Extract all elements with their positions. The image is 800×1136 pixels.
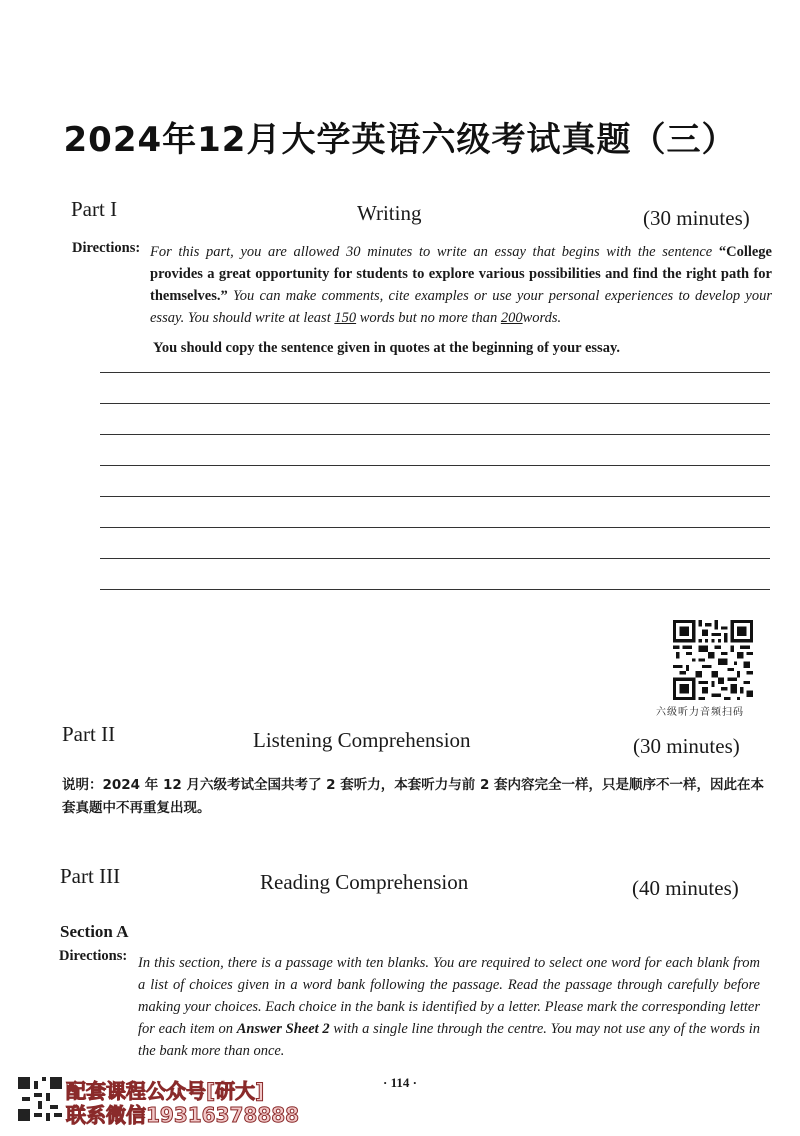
watermark-line-2: 联系微信19316378888 <box>66 1103 300 1127</box>
part1-directions-text-3: words but no more than <box>359 310 498 326</box>
writing-line <box>100 434 770 435</box>
listening-qr-code[interactable] <box>673 620 753 705</box>
section-a-heading: Section A <box>60 922 129 941</box>
part1-max-words: 200 <box>500 310 523 326</box>
writing-line <box>100 589 770 590</box>
part3-directions-text-2: with a single line through the centre. You may not use any of the words in the bank more than once. <box>138 1021 760 1059</box>
writing-line <box>100 527 770 528</box>
part1-directions-quote: “College provides a great opportunity for students to explore various possibilities and find the right path for themselves.” <box>150 244 772 304</box>
writing-line <box>100 372 770 373</box>
qr-caption: 六级听力音频扫码 <box>656 707 744 718</box>
writing-line <box>100 496 770 497</box>
part1-copy-note: You should copy the sentence given in quotes at the beginning of your essay. <box>153 340 621 356</box>
part1-name: Writing <box>357 201 422 225</box>
writing-line <box>100 558 770 559</box>
part3-directions-label: Directions: <box>59 948 128 964</box>
part3-directions <box>138 952 760 1062</box>
part2-note: 说明：2024 年 12 月六级考试全国共考了 2 套听力，本套听力与前 2 套内容完全一样，只是顺序不一样，因此在本套真题中不再重复出现。 <box>62 777 765 816</box>
part2-time: (30 minutes) <box>633 734 740 758</box>
part3-name: Reading Comprehension <box>260 870 469 894</box>
watermark <box>18 1077 300 1127</box>
part2-name: Listening Comprehension <box>253 728 471 752</box>
part1-min-words: 150 <box>334 310 357 326</box>
answer-sheet-ref: Answer Sheet 2 <box>236 1021 330 1037</box>
watermark-qr-icon <box>18 1077 62 1121</box>
part2-label: Part II <box>62 722 116 746</box>
part3-directions-text-1: In this section, there is a passage with ten blanks. You are required to select one word for each blank from a list of choices given in a word bank following the passage. Read the passage through carefully before making your choices. Each choice in the bank is identified by a letter. Please mark the corresponding letter for each item on <box>138 955 760 1037</box>
part1-directions <box>150 241 772 329</box>
part3-label: Part III <box>60 864 121 888</box>
page-number: · 114 · <box>383 1075 417 1090</box>
qr-code-icon <box>673 620 753 700</box>
page-title: 2024年12月大学英语六级考试真题（三） <box>63 120 737 160</box>
writing-line <box>100 403 770 404</box>
watermark-line-1: 配套课程公众号[研大] <box>66 1079 265 1103</box>
part1-directions-text-2: You can make comments, cite examples or use your personal experiences to develop your essay. You should write at least <box>150 288 772 326</box>
part1-time: (30 minutes) <box>643 206 750 230</box>
part1-directions-label: Directions: <box>72 240 141 256</box>
part1-directions-text-1: For this part, you are allowed 30 minutes to write an essay that begins with the sentence <box>150 244 713 260</box>
part1-directions-text-4: words. <box>522 310 562 326</box>
part3-time: (40 minutes) <box>632 876 739 900</box>
writing-line <box>100 465 770 466</box>
part1-label: Part I <box>71 197 118 221</box>
